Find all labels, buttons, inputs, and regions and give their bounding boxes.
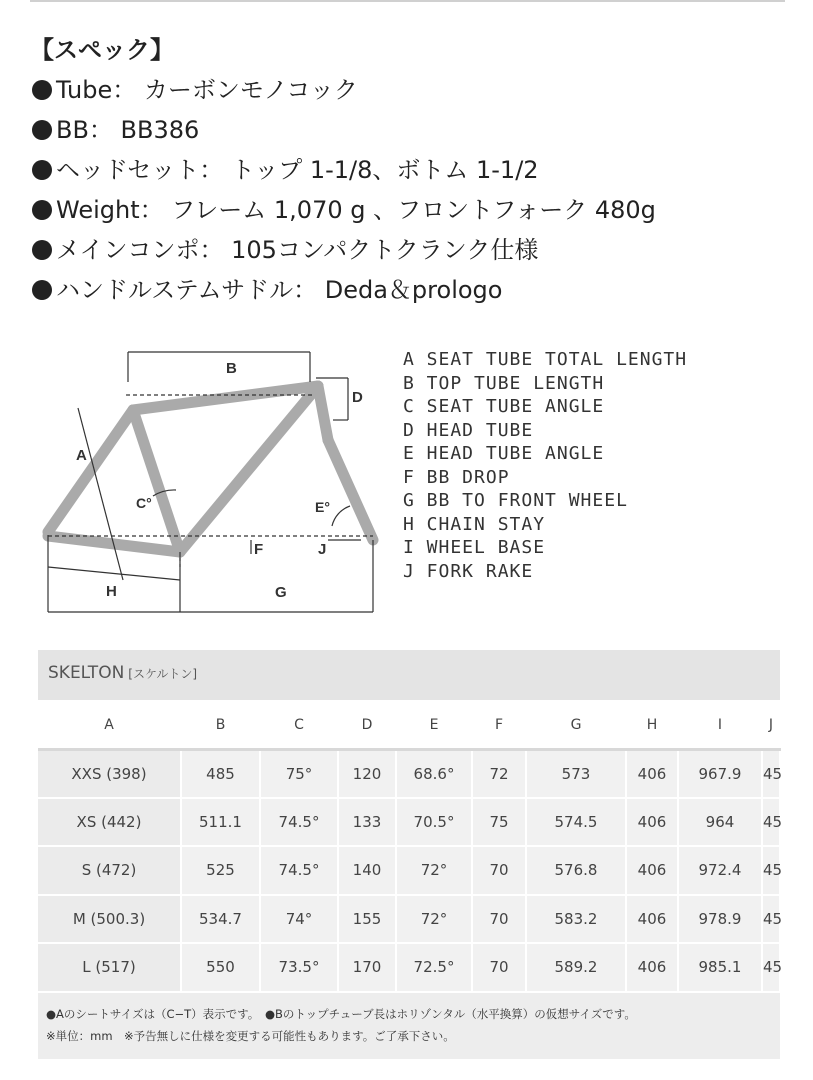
table-cell: 985.1 (678, 943, 762, 992)
table-cell: 583.2 (526, 895, 626, 944)
note-line: ※単位：mm ※予告無しに仕様を変更する可能性もあります。ご了承下さい。 (46, 1028, 455, 1043)
dim-label-a: A (76, 447, 87, 464)
table-notes (38, 993, 780, 1059)
geometry-legend (403, 348, 687, 583)
size-cell: S (472) (38, 846, 181, 895)
table-cell: 70 (472, 895, 526, 944)
table-row (38, 943, 780, 992)
top-divider (30, 0, 785, 2)
table-cell: 45 (762, 895, 780, 944)
table-cell: 550 (181, 943, 260, 992)
table-cell: 140 (338, 846, 396, 895)
table-cell: 978.9 (678, 895, 762, 944)
column-header: D (338, 703, 396, 749)
bullet-icon (32, 240, 52, 260)
table-cell: 120 (338, 749, 396, 798)
legend-item: I WHEEL BASE (403, 537, 546, 558)
table-cell: 45 (762, 846, 780, 895)
spec-line (30, 190, 790, 230)
table-row (38, 749, 780, 798)
column-header: C (260, 703, 338, 749)
legend-item: A SEAT TUBE TOTAL LENGTH (403, 349, 688, 370)
spec-text: メインコンポ： 105コンパクトクランク仕様 (56, 236, 539, 264)
legend-item: D HEAD TUBE (403, 419, 534, 441)
dim-label-d: D (352, 389, 363, 406)
skelton-subtitle: [スケルトン] (128, 667, 198, 681)
spec-section (30, 30, 790, 310)
table-cell: 155 (338, 895, 396, 944)
spec-list (30, 70, 790, 310)
column-header: E (396, 703, 472, 749)
bullet-icon (32, 120, 52, 140)
frame-geometry-diagram (38, 340, 388, 620)
table-cell: 511.1 (181, 798, 260, 847)
bullet-icon (32, 200, 52, 220)
table-cell: 574.5 (526, 798, 626, 847)
column-header: B (181, 703, 260, 749)
size-cell: XS (442) (38, 798, 181, 847)
table-cell: 406 (626, 749, 678, 798)
bullet-icon (32, 80, 52, 100)
spec-title: 【スペック】 (30, 36, 174, 64)
spec-text: BB： BB386 (56, 116, 200, 144)
column-header: F (472, 703, 526, 749)
legend-item: C SEAT TUBE ANGLE (403, 396, 605, 417)
table-cell: 70.5° (396, 798, 472, 847)
table-cell: 72.5° (396, 943, 472, 992)
spec-text: ヘッドセット： トップ 1-1/8、ボトム 1-1/2 (56, 156, 539, 184)
table-cell: 967.9 (678, 749, 762, 798)
table-cell: 72 (472, 749, 526, 798)
legend-item: E HEAD TUBE ANGLE (403, 443, 605, 464)
column-header: I (678, 703, 762, 749)
table-cell: 73.5° (260, 943, 338, 992)
skelton-title: SKELTON (48, 663, 125, 683)
size-cell: L (517) (38, 943, 181, 992)
table-cell: 406 (626, 798, 678, 847)
spec-line (30, 110, 790, 150)
geometry-table (38, 703, 781, 993)
table-cell: 74.5° (260, 846, 338, 895)
spec-text: Weight： フレーム 1,070 g 、フロントフォーク 480g (56, 196, 656, 224)
table-cell: 525 (181, 846, 260, 895)
table-body (38, 749, 783, 992)
table-cell: 133 (338, 798, 396, 847)
size-cell: XXS (398) (38, 749, 181, 798)
table-cell: 406 (626, 846, 678, 895)
table-cell: 72° (396, 846, 472, 895)
dim-label-c: C° (136, 495, 152, 511)
spec-line (30, 150, 790, 190)
table-cell: 75 (472, 798, 526, 847)
table-row (38, 846, 780, 895)
spec-text: ハンドルステムサドル： Deda＆prologo (56, 276, 503, 304)
dim-label-b: B (226, 360, 237, 377)
table-cell: 573 (526, 749, 626, 798)
table-cell: 170 (338, 943, 396, 992)
table-cell: 70 (472, 943, 526, 992)
spec-line (30, 230, 790, 270)
size-cell: M (500.3) (38, 895, 181, 944)
skelton-header (38, 650, 780, 700)
column-header: H (626, 703, 678, 749)
table-row (38, 798, 780, 847)
table-cell: 972.4 (678, 846, 762, 895)
table-cell: 45 (762, 749, 780, 798)
column-header: A (38, 703, 181, 749)
column-header: J (762, 703, 780, 749)
table-cell: 74.5° (260, 798, 338, 847)
bike-frame (48, 386, 373, 552)
spec-line (30, 70, 790, 110)
dim-label-h: H (106, 583, 117, 600)
table-cell: 74° (260, 895, 338, 944)
dim-label-f: F (254, 541, 264, 558)
table-cell: 75° (260, 749, 338, 798)
legend-item: J FORK RAKE (403, 560, 534, 582)
table-cell: 70 (472, 846, 526, 895)
spec-line (30, 270, 790, 310)
legend-item: G BB TO FRONT WHEEL (403, 490, 628, 511)
table-cell: 589.2 (526, 943, 626, 992)
bullet-icon (32, 280, 52, 300)
dim-label-g: G (275, 584, 287, 601)
table-cell: 485 (181, 749, 260, 798)
table-cell: 576.8 (526, 846, 626, 895)
table-cell: 45 (762, 798, 780, 847)
table-cell: 72° (396, 895, 472, 944)
skelton-section (38, 650, 783, 1059)
legend-item: F BB DROP (403, 466, 510, 488)
table-cell: 964 (678, 798, 762, 847)
frame-diagram-svg (38, 340, 388, 620)
dim-label-e: E° (315, 499, 330, 515)
table-row (38, 895, 780, 944)
table-header-row (38, 703, 780, 749)
table-cell: 68.6° (396, 749, 472, 798)
legend-item: H CHAIN STAY (403, 513, 546, 535)
table-cell: 534.7 (181, 895, 260, 944)
column-header: G (526, 703, 626, 749)
table-cell: 45 (762, 943, 780, 992)
bullet-icon (32, 160, 52, 180)
note-line: ●Aのシートサイズは（C−T）表示です。 ●Bのトップチューブ長はホリゾンタル（水平換算）の仮想サイズです。 (46, 1006, 636, 1021)
dim-label-j: J (318, 541, 327, 558)
table-cell: 406 (626, 895, 678, 944)
legend-item: B TOP TUBE LENGTH (403, 372, 605, 394)
table-cell: 406 (626, 943, 678, 992)
spec-text: Tube： カーボンモノコック (56, 76, 358, 104)
